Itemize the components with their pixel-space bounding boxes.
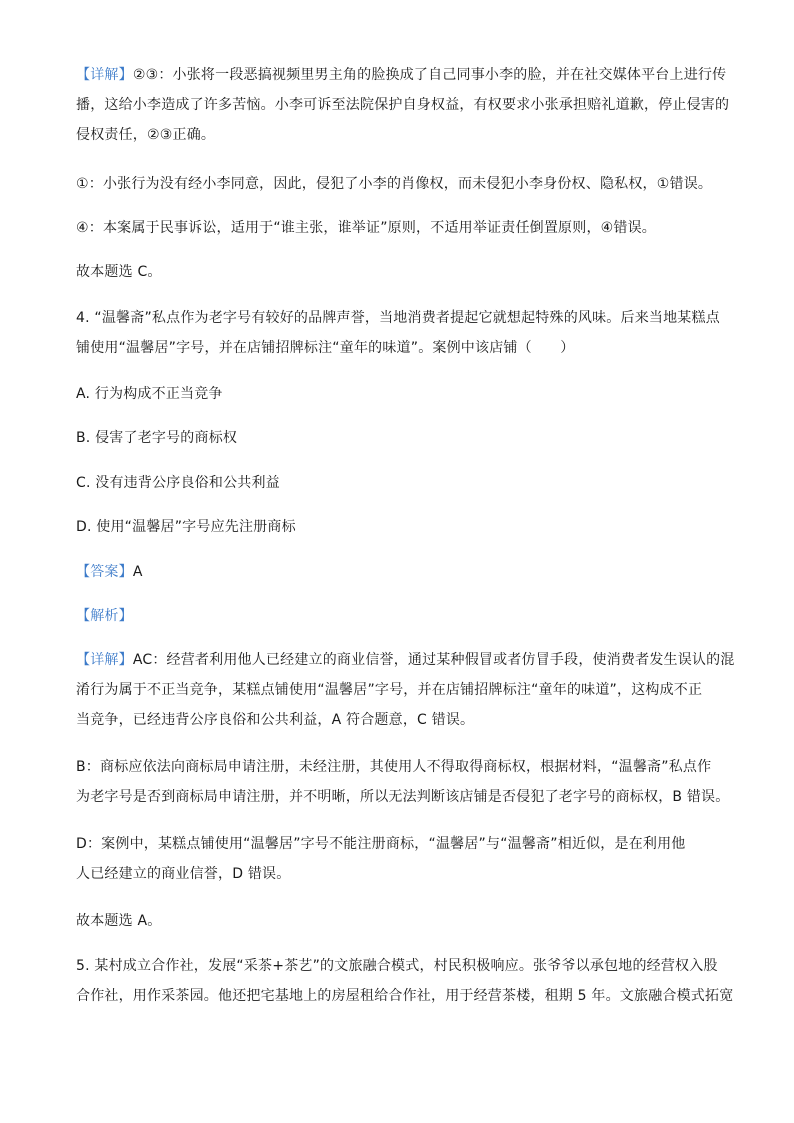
question-line: 4. “温馨斋”私点作为老字号有较好的品牌声誉，当地消费者提起它就想起特殊的风味。后来当地某糕点 — [76, 310, 720, 326]
question-line: 合作社，用作采茶园。他还把宅基地上的房屋租给合作社，用于经营茶楼，租期 5 年。文旅融合模式拓宽 — [76, 988, 734, 1004]
detail-line: 当竞争，已经违背公序良俗和公共利益，A 符合题意，C 错误。 — [76, 712, 475, 728]
detail-tag: 【详解】 — [76, 67, 133, 83]
option-b: B. 侵害了老字号的商标权 — [76, 430, 238, 446]
detail-line: AC：经营者利用他人已经建立的商业信誉，通过某种假冒或者仿冒手段，使消费者发生误认的混 — [132, 652, 735, 668]
detail-paragraph-1 — [76, 60, 730, 150]
analysis-heading — [76, 601, 726, 631]
detail-paragraph-ac — [76, 645, 735, 735]
option-a: A. 行为构成不正当竞争 — [76, 386, 223, 402]
question-5-stem — [76, 951, 734, 1011]
option-d: D. 使用“温馨居”字号应先注册商标 — [76, 519, 296, 535]
question-line: 铺使用“温馨居”字号，并在店铺招牌标注“童年的味道”。案例中该店铺（ ） — [76, 340, 575, 356]
analysis-point-4: ④：本案属于民事诉讼，适用于“谁主张，谁举证”原则，不适用举证责任倒置原则，④错误。 — [76, 220, 657, 236]
conclusion-q4: 故本题选 A。 — [76, 913, 162, 929]
detail-line: 人已经建立的商业信誉，D 错误。 — [76, 866, 291, 882]
detail-line: D：案例中，某糕点铺使用“温馨居”字号不能注册商标，“温馨居”与“温馨斋”相近似，是在利用他 — [76, 836, 686, 852]
question-4-stem — [76, 303, 726, 363]
analysis-point-1: ①：小张行为没有经小李同意，因此，侵犯了小李的肖像权，而未侵犯小李身份权、隐私权，①错误。 — [76, 176, 713, 192]
question-line: 5. 某村成立合作社，发展“采茶+茶艺”的文旅融合模式，村民积极响应。张爷爷以承包地的经营权入股 — [76, 958, 718, 974]
conclusion-q3: 故本题选 C。 — [76, 264, 162, 280]
answer-value: A — [132, 564, 143, 580]
detail-paragraph-b — [76, 752, 730, 812]
option-c: C. 没有违背公序良俗和公共利益 — [76, 475, 280, 491]
analysis-tag: 【解析】 — [76, 608, 133, 624]
detail-line: 为老字号是否到商标局申请注册，并不明晰，所以无法判断该店铺是否侵犯了老字号的商标权，B 错误。 — [76, 789, 730, 805]
detail-line: B：商标应依法向商标局申请注册，未经注册，其使用人不得取得商标权，根据材料，“温馨斋”私点作 — [76, 759, 712, 775]
answer-tag: 【答案】 — [76, 564, 133, 580]
detail-line: 侵权责任，②③正确。 — [76, 127, 216, 143]
detail-paragraph-d — [76, 829, 726, 889]
answer-line — [76, 557, 726, 587]
detail-line: ②③：小张将一段恶搞视频里男主角的脸换成了自己同事小李的脸，并在社交媒体平台上进行传 — [132, 67, 727, 83]
detail-line: 淆行为属于不正当竞争，某糕点铺使用“温馨居”字号，并在店铺招牌标注“童年的味道”，这构成不正 — [76, 682, 703, 698]
detail-tag: 【详解】 — [76, 652, 133, 668]
detail-line: 播，这给小李造成了许多苦恼。小李可诉至法院保护自身权益，有权要求小张承担赔礼道歉，停止侵害的 — [76, 97, 730, 113]
